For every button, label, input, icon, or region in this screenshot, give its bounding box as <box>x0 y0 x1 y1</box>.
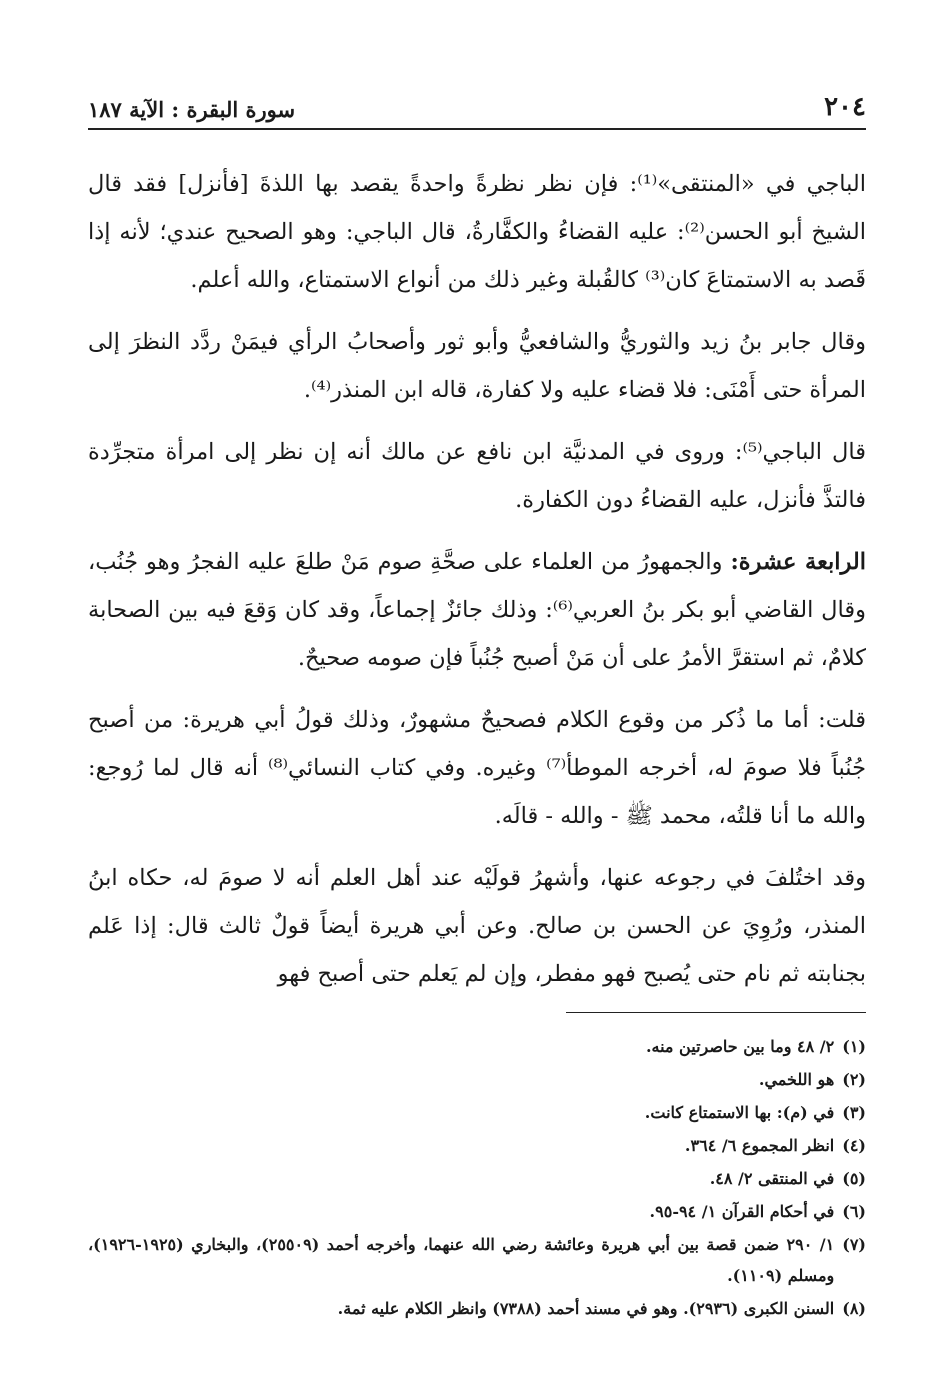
paragraph <box>88 160 866 304</box>
paragraph-text: قلت: أما ما ذُكر من وقوع الكلام فصحيحٌ مشهورٌ، وذلك قولُ أبي هريرة: من أصبح جُنُباً فلا صومَ له، أخرجه الموطأ⁽⁷⁾ وغيره. وفي كتاب النسائي⁽⁸⁾ أنه قال لما رُوجع: والله ما أنا قلتُه، محمد ﷺ - والله - قالَه. <box>88 707 866 829</box>
paragraph-text: الباجي في «المنتقى»⁽¹⁾: فإن نظر نظرةً واحدةً يقصد بها اللذةَ [فأنزل] فقد قال الشيخ أبو الحسن⁽²⁾: عليه القضاءُ والكفَّارةُ، قال الباجي: وهو الصحيح عندي؛ لأنه إذا قَصد به الاستمتاعَ كان⁽³⁾ كالقُبلة وغير ذلك من أنواع الاستمتاع، والله أعلم. <box>88 171 866 293</box>
footnote-number: (٨) <box>842 1299 866 1318</box>
footnote <box>88 1163 866 1194</box>
footnote-text: هو اللخمي. <box>758 1070 835 1089</box>
footnote-divider <box>566 1012 866 1013</box>
footnote <box>88 1229 866 1291</box>
paragraph-text: وقد اختُلفَ في رجوعه عنها، وأشهرُ قولَيْه عند أهل العلم أنه لا صومَ له، حكاه ابنُ المنذر، ورُوِيَ عن الحسن بن صالح. وعن أبي هريرة أيضاً قولٌ ثالث قال: إذا عَلم بجنابته ثم نام حتى يُصبح فهو مفطر، وإن لم يَعلم حتى أصبح فهو <box>88 865 866 987</box>
running-head: سورة البقرة : الآية ١٨٧ <box>88 97 296 122</box>
footnote-text: ١/ ٢٩٠ ضمن قصة بين أبي هريرة وعائشة رضي الله عنهما، وأخرجه أحمد (٢٥٥٠٩)، والبخاري (١٩٢٥-١٩٢٦)، ومسلم (١١٠٩). <box>88 1235 835 1285</box>
paragraph <box>88 428 866 524</box>
footnote <box>88 1293 866 1324</box>
main-text <box>88 160 866 998</box>
footnote-number: (٥) <box>842 1169 866 1188</box>
footnote <box>88 1196 866 1227</box>
footnote-number: (١) <box>842 1037 866 1056</box>
footnote-number: (٤) <box>842 1136 866 1155</box>
footnote-number: (٧) <box>842 1235 866 1254</box>
footnote-number: (٢) <box>842 1070 866 1089</box>
footnote-text: ٢/ ٤٨ وما بين حاصرتين منه. <box>645 1037 835 1056</box>
footnote <box>88 1097 866 1128</box>
footnote <box>88 1031 866 1062</box>
section-lead: الرابعة عشرة: <box>730 549 866 575</box>
footnote <box>88 1130 866 1161</box>
paragraph-text: والجمهورُ من العلماء على صحَّةِ صوم مَنْ طلعَ عليه الفجرُ وهو جُنُب، وقال القاضي أبو بكر بنُ العربي⁽⁶⁾: وذلك جائزٌ إجماعاً، وقد كان وَقعَ فيه بين الصحابة كلامٌ، ثم استقرَّ الأمرُ على أن مَنْ أصبح جُنُباً فإن صومه صحيحٌ. <box>88 549 866 671</box>
footnote-text: في أحكام القرآن ١/ ٩٤-٩٥. <box>649 1202 835 1221</box>
footnote <box>88 1064 866 1095</box>
paragraph <box>88 318 866 414</box>
footnotes <box>88 1031 866 1324</box>
paragraph <box>88 538 866 682</box>
paragraph <box>88 854 866 998</box>
paragraph-text: وقال جابر بنُ زيد والثوريُّ والشافعيُّ وأبو ثور وأصحابُ الرأي فيمَنْ ردَّد النظرَ إلى المرأة حتى أَمْنَى: فلا قضاء عليه ولا كفارة، قاله ابن المنذر⁽⁴⁾. <box>88 329 866 403</box>
footnote-text: السنن الكبرى (٢٩٣٦). وهو في مسند أحمد (٧٣٨٨) وانظر الكلام عليه ثمة. <box>337 1299 835 1318</box>
footnote-text: في (م): بها الاستمتاع كانت. <box>644 1103 835 1122</box>
footnote-text: في المنتقى ٢/ ٤٨. <box>709 1169 835 1188</box>
paragraph <box>88 696 866 840</box>
footnote-number: (٦) <box>842 1202 866 1221</box>
footnote-text: انظر المجموع ٦/ ٣٦٤. <box>684 1136 835 1155</box>
footnote-number: (٣) <box>842 1103 866 1122</box>
page-header <box>88 78 866 130</box>
book-page <box>88 78 866 1326</box>
page-number: ٢٠٤ <box>824 92 866 122</box>
paragraph-text: قال الباجي⁽⁵⁾: وروى في المدنيَّة ابن نافع عن مالك أنه إن نظر إلى امرأة متجرِّدة فالتذَّ فأنزل، عليه القضاءُ دون الكفارة. <box>88 439 866 513</box>
